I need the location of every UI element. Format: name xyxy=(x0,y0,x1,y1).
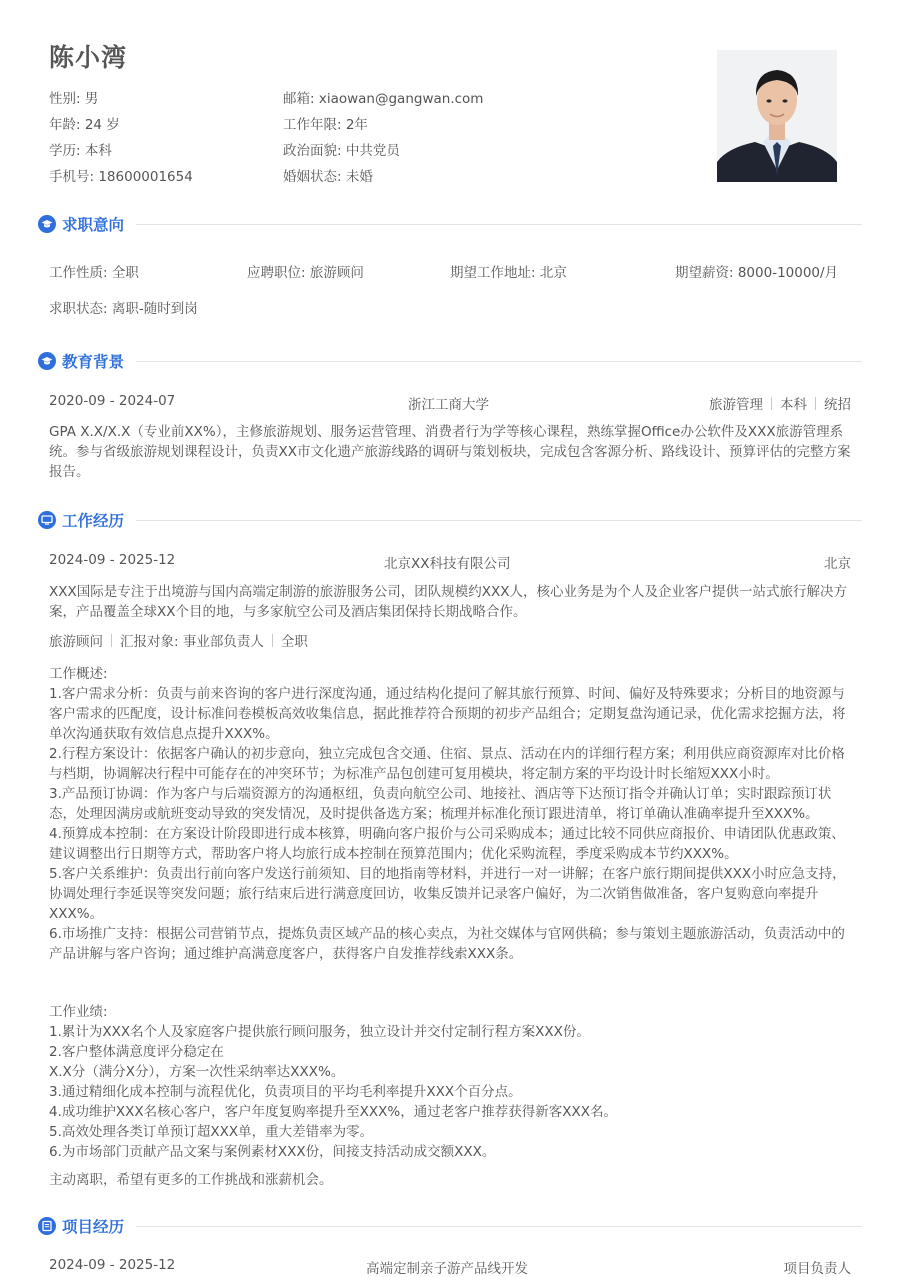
age: 年龄: 24 岁 xyxy=(49,117,120,133)
work-achievements xyxy=(49,1002,854,1162)
report-to: 汇报对象: 事业部负责人 xyxy=(120,634,264,650)
work-role-meta xyxy=(49,630,308,650)
section-divider xyxy=(136,520,862,521)
project-role: 项目负责人 xyxy=(783,1261,851,1277)
graduation-cap-icon xyxy=(38,215,56,233)
achievement-item: 6.为市场部门贡献产品文案与案例素材XXX份，间接支持活动成交额XXX。 xyxy=(49,1144,496,1160)
applied-position: 应聘职位: 旅游顾问 xyxy=(247,265,364,281)
school-name: 浙江工商大学 xyxy=(408,397,489,413)
project-period: 2024-09 - 2025-12 xyxy=(49,1257,176,1273)
work-job-type: 全职 xyxy=(280,634,308,650)
marital-status: 婚姻状态: 未婚 xyxy=(283,169,373,185)
overview-title: 工作概述: xyxy=(49,666,108,682)
company-description: XXX国际是专注于出境游与国内高端定制游的旅游服务公司，团队规模约XXX人，核心业务是为个人及企业客户提供一站式旅行解决方案，产品覆盖全球XX个目的地，与多家航空公司及酒店集团保持长期战略合作。 xyxy=(49,584,847,620)
work-city: 北京 xyxy=(824,556,851,572)
work-role: 旅游顾问 xyxy=(49,634,103,650)
achievement-item: 4.成功维护XXX名核心客户，客户年度复购率提升至XXX%，通过老客户推荐获得新客XXX名。 xyxy=(49,1104,617,1120)
work-period: 2024-09 - 2025-12 xyxy=(49,552,176,568)
section-header-education xyxy=(38,350,862,372)
education-description: GPA X.X/X.X（专业前XX%），主修旅游规划、服务运营管理、消费者行为学等核心课程，熟练掌握Office办公软件及XXX旅游管理系统。参与省级旅游规划课程设计，负责XX市文化遗产旅游线路的调研与策划板块，完成包含客源分析、路线设计、预算评估的完整方案报告。 xyxy=(49,424,851,480)
overview-item: 1.客户需求分析：负责与前来咨询的客户进行深度沟通，通过结构化提问了解其旅行预算、时间、偏好及特殊要求；分析目的地资源与客户需求的匹配度，设计标准问卷模板高效收集信息，据此推荐符合预期的初步产品组合；定期复盘沟通记录，优化需求挖掘方法，将单次沟通获取有效信息点提升XXX%。 xyxy=(49,686,846,742)
project-name: 高端定制亲子游产品线开发 xyxy=(366,1261,528,1277)
major: 旅游管理 xyxy=(709,397,763,413)
document-icon xyxy=(38,1217,56,1235)
section-header-intent xyxy=(38,213,862,235)
section-divider xyxy=(136,361,862,362)
section-title: 项目经历 xyxy=(62,1218,125,1236)
section-title: 求职意向 xyxy=(62,216,125,234)
work-years: 工作年限: 2年 xyxy=(283,117,368,133)
enrollment-type: 统招 xyxy=(824,397,851,413)
achievements-title: 工作业绩: xyxy=(49,1004,108,1020)
overview-item: 3.产品预订协调：作为客户与后端资源方的沟通枢纽，负责向航空公司、地接社、酒店等下达预订指令并确认订单；实时跟踪预订状态，处理因满房或航班变动导致的突发情况，及时提供备选方案；梳理并标准化预订跟进清单，将订单确认准确率提升至XXX%。 xyxy=(49,786,832,822)
achievement-item: 3.通过精细化成本控制与流程优化，负责项目的平均毛利率提升XXX个百分点。 xyxy=(49,1084,522,1100)
degree: 本科 xyxy=(780,397,807,413)
achievement-item: 5.高效处理各类订单预订超XXX单，重大差错率为零。 xyxy=(49,1124,374,1140)
phone: 手机号: 18600001654 xyxy=(49,169,193,185)
avatar xyxy=(717,50,837,182)
overview-item: 6.市场推广支持：根据公司营销节点，提炼负责区域产品的核心卖点，为社交媒体与官网供稿；参与策划主题旅游活动，负责活动中的产品讲解与客户咨询；通过维护高满意度客户，获得客户自发推荐线索XXX条。 xyxy=(49,926,845,962)
achievement-item: X.X分（满分X分），方案一次性采纳率达XXX%。 xyxy=(49,1064,345,1080)
section-header-project xyxy=(38,1215,862,1237)
overview-item: 2.行程方案设计：依据客户确认的初步意向，独立完成包含交通、住宿、景点、活动在内的详细行程方案；利用供应商资源库对比价格与档期，协调解决行程中可能存在的冲突环节；为标准产品包创建可复用模块，将定制方案的平均设计时长缩短XXX小时。 xyxy=(49,746,845,782)
monitor-icon xyxy=(38,511,56,529)
email: 邮箱: xiaowan@gangwan.com xyxy=(283,91,484,107)
section-divider xyxy=(136,224,862,225)
gender: 性别: 男 xyxy=(49,91,99,107)
political-status: 政治面貌: 中共党员 xyxy=(283,143,400,159)
company-name: 北京XX科技有限公司 xyxy=(384,556,511,572)
graduation-cap-icon xyxy=(38,352,56,370)
expected-salary: 期望薪资: 8000-10000/月 xyxy=(675,265,839,281)
overview-item: 5.客户关系维护：负责出行前向客户发送行前须知、目的地指南等材料，并进行一对一讲解；在客户旅行期间提供XXX小时应急支持，协调处理行李延误等突发问题；旅行结束后进行满意度回访，收集反馈并记录客户偏好，为二次销售做准备，客户复购意向率提升XXX%。 xyxy=(49,866,846,922)
section-divider xyxy=(136,1226,862,1227)
expected-location: 期望工作地址: 北京 xyxy=(450,265,567,281)
job-status: 求职状态: 离职-随时到岗 xyxy=(49,301,198,317)
education-level: 学历: 本科 xyxy=(49,143,112,159)
achievement-item: 1.累计为XXX名个人及家庭客户提供旅行顾问服务，独立设计并交付定制行程方案XXX份。 xyxy=(49,1024,590,1040)
section-header-work xyxy=(38,509,862,531)
overview-item: 4.预算成本控制：在方案设计阶段即进行成本核算，明确向客户报价与公司采购成本；通过比较不同供应商报价、申请团队优惠政策、建议调整出行日期等方式，帮助客户将人均旅行成本控制在预算范围内；优化采购流程，季度采购成本节约XXX%。 xyxy=(49,826,845,862)
section-title: 教育背景 xyxy=(62,353,125,371)
work-overview xyxy=(49,664,854,964)
job-type: 工作性质: 全职 xyxy=(49,265,139,281)
education-meta xyxy=(709,393,851,413)
leave-reason: 主动离职，希望有更多的工作挑战和涨薪机会。 xyxy=(49,1172,333,1188)
section-title: 工作经历 xyxy=(62,512,125,530)
education-period: 2020-09 - 2024-07 xyxy=(49,393,176,409)
achievement-item: 2.客户整体满意度评分稳定在 xyxy=(49,1044,224,1060)
candidate-name: 陈小湾 xyxy=(49,43,128,72)
